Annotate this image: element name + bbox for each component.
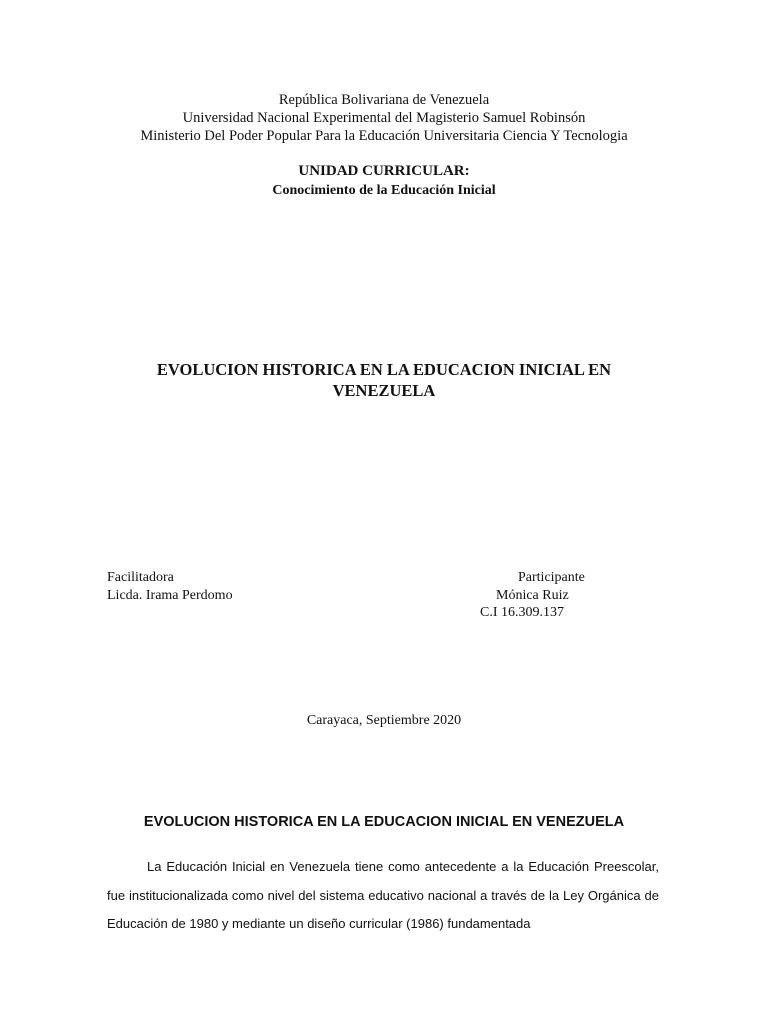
facilitator-name: Licda. Irama Perdomo [107, 587, 233, 603]
header-ministry: Ministerio Del Poder Popular Para la Educación Universitaria Ciencia Y Tecnologia [140, 128, 628, 144]
header-university: Universidad Nacional Experimental del Magisterio Samuel Robinsón [182, 110, 586, 126]
curricular-unit-label: UNIDAD CURRICULAR: [298, 163, 470, 179]
header-republic: República Bolivariana de Venezuela [278, 92, 490, 108]
body-paragraph: La Educación Inicial en Venezuela tiene como antecedente a la Educación Preescolar, fue institucionalizada como nivel del sistema educativo nacional a través de la Ley Orgánica de Educación de 1980 y mediante un diseño curricular (1986) fundamentada [107, 859, 659, 931]
place-date: Carayaca, Septiembre 2020 [306, 713, 462, 728]
participant-ci: C.I 16.309.137 [480, 605, 564, 620]
facilitator-block [107, 569, 233, 604]
facilitator-role: Facilitadora [107, 570, 174, 585]
participant-name: Mónica Ruiz [496, 587, 569, 603]
participant-role: Participante [518, 570, 585, 585]
main-title [100, 359, 668, 401]
main-title-line2: VENEZUELA [332, 381, 436, 400]
participant-block [470, 569, 600, 622]
curricular-unit-name: Conocimiento de la Educación Inicial [272, 183, 496, 198]
section-title: EVOLUCION HISTORICA EN LA EDUCACION INICIAL EN VENEZUELA [143, 814, 625, 830]
curricular-unit [0, 162, 768, 200]
institution-header [0, 91, 768, 145]
main-title-line1: EVOLUCION HISTORICA EN LA EDUCACION INICIAL EN [156, 360, 612, 379]
